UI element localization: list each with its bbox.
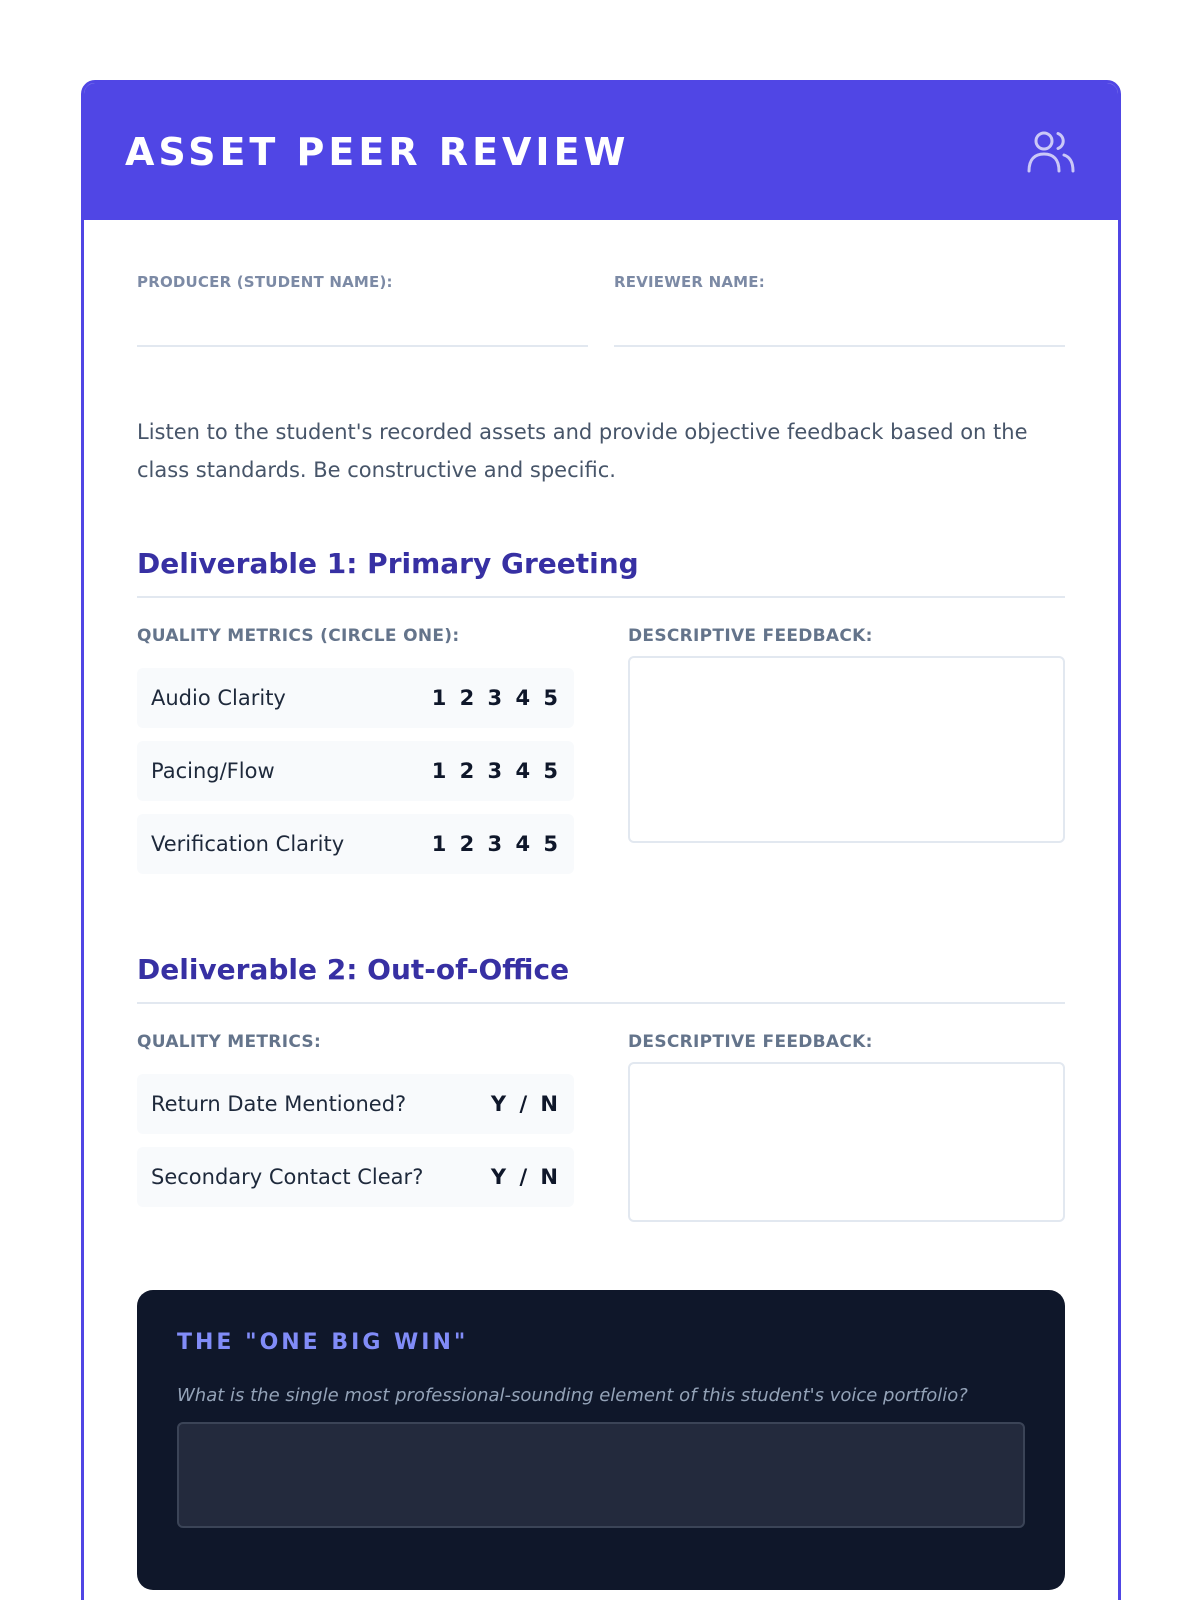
metric-row-audio-clarity[interactable] — [137, 668, 574, 728]
one-big-win-input[interactable] — [177, 1422, 1025, 1528]
deliverable-1-title: Deliverable 1: Primary Greeting — [137, 547, 1065, 598]
metric-label: Pacing/Flow — [151, 759, 275, 783]
deliverable-1-metrics — [137, 626, 574, 887]
rating-scale[interactable]: 1 2 3 4 5 — [431, 686, 561, 710]
feedback-label: DESCRIPTIVE FEEDBACK: — [628, 1032, 873, 1052]
producer-field[interactable] — [137, 273, 588, 347]
metric-row-verification-clarity[interactable] — [137, 814, 574, 874]
metric-row-return-date[interactable] — [137, 1074, 574, 1134]
metric-label: Return Date Mentioned? — [151, 1092, 407, 1116]
producer-label: PRODUCER (STUDENT NAME): — [137, 273, 393, 291]
metrics-label: QUALITY METRICS: — [137, 1032, 322, 1052]
yes-no-scale[interactable]: Y / N — [490, 1092, 561, 1116]
metric-label: Verification Clarity — [151, 832, 345, 856]
metric-label: Audio Clarity — [151, 686, 286, 710]
reviewer-field[interactable] — [614, 273, 1065, 347]
producer-input-line[interactable] — [137, 345, 588, 347]
instructions: Listen to the student's recorded assets and provide objective feedback based on the class standards. Be constructive and specific. — [137, 420, 1028, 482]
deliverable-2-feedback — [628, 1032, 1065, 1222]
rating-scale[interactable]: 1 2 3 4 5 — [431, 759, 561, 783]
metrics-label: QUALITY METRICS (CIRCLE ONE): — [137, 626, 460, 646]
feedback-label: DESCRIPTIVE FEEDBACK: — [628, 626, 873, 646]
reviewer-input-line[interactable] — [614, 345, 1065, 347]
reviewer-label: REVIEWER NAME: — [614, 273, 765, 291]
deliverable-2-title: Deliverable 2: Out-of-Office — [137, 953, 1065, 1004]
metric-label: Secondary Contact Clear? — [151, 1165, 424, 1189]
page-title: ASSET PEER REVIEW — [125, 129, 630, 174]
card-header — [84, 83, 1118, 220]
metric-row-secondary-contact[interactable] — [137, 1147, 574, 1207]
peer-review-card — [81, 80, 1121, 1600]
names-row — [137, 273, 1065, 347]
deliverable-1-section — [137, 626, 1065, 887]
rating-scale[interactable]: 1 2 3 4 5 — [431, 832, 561, 856]
deliverable-2-metrics — [137, 1032, 574, 1222]
deliverable-2-section — [137, 1032, 1065, 1222]
metric-row-pacing-flow[interactable] — [137, 741, 574, 801]
feedback-textarea[interactable] — [628, 656, 1065, 843]
yes-no-scale[interactable]: Y / N — [490, 1165, 561, 1189]
one-big-win-question: What is the single most professional-sounding element of this student's voice portfolio? — [177, 1385, 968, 1406]
feedback-textarea[interactable] — [628, 1062, 1065, 1222]
card-body — [84, 273, 1118, 1590]
one-big-win-title: THE "ONE BIG WIN" — [177, 1330, 469, 1355]
deliverable-1-feedback — [628, 626, 1065, 887]
users-icon — [1024, 125, 1078, 179]
one-big-win-panel — [137, 1290, 1065, 1590]
